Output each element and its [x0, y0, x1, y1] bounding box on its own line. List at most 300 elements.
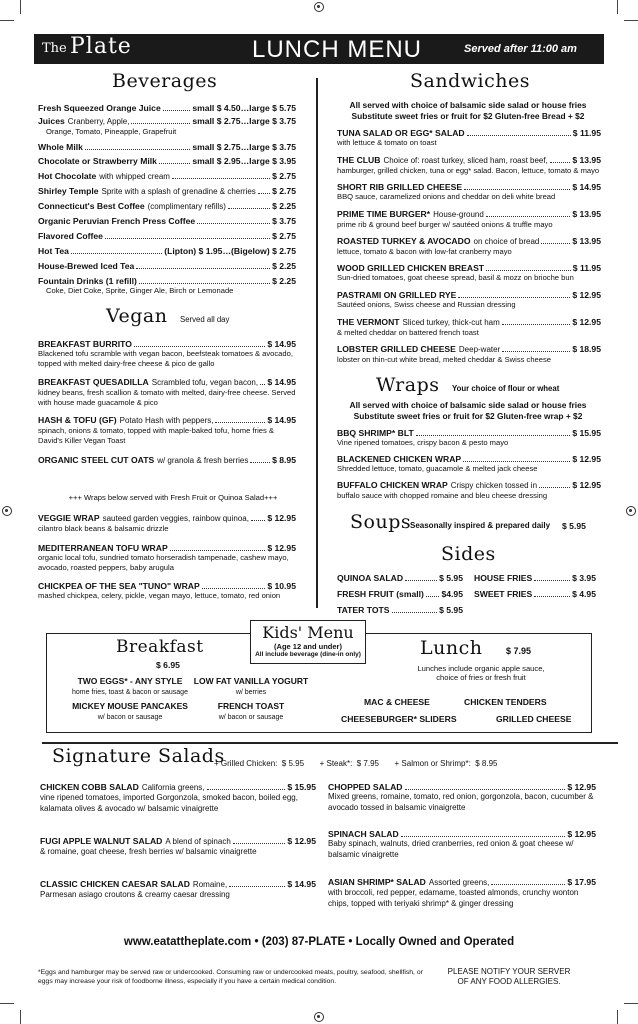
menu-item-desc: Coke, Diet Coke, Sprite, Ginger Ale, Birch or Lemonade — [46, 286, 234, 295]
sides-title: Sides — [441, 543, 496, 565]
leader-dots — [207, 784, 286, 790]
menu-item-price: small $ 2.75…large $ 3.75 — [192, 116, 296, 126]
menu-item-line — [337, 128, 601, 138]
beverages-title: Beverages — [112, 70, 218, 92]
menu-item-name: Fountain Drinks (1 refill) — [38, 276, 137, 286]
registration-mark-icon — [626, 506, 636, 516]
menu-item-name: TATER TOTS — [337, 605, 390, 615]
menu-item-line — [38, 261, 296, 271]
leader-dots — [159, 158, 190, 164]
menu-item-price: $ 13.95 — [572, 209, 601, 219]
leader-dots — [486, 211, 571, 217]
menu-item-name: HOUSE FRIES — [474, 573, 533, 583]
menu-item-detail: California greens, — [141, 783, 205, 792]
menu-item-name: CHICKEN COBB SALAD — [40, 782, 139, 792]
kids-lunch-note-2: choice of fries or fresh fruit — [436, 673, 526, 682]
kids-include: All include beverage (dine-in only) — [255, 651, 361, 658]
crop-mark — [0, 20, 14, 21]
leader-dots — [258, 188, 270, 194]
side-item — [337, 589, 463, 599]
menu-item-desc: kidney beans, fresh scallion & tomato with melted, dairy-free cheese. Served with house made guacamole & pico — [38, 388, 296, 407]
menu-item-line — [337, 317, 601, 328]
menu-item-line — [38, 201, 296, 212]
menu-item-name: THE CLUB — [337, 155, 381, 165]
menu-item-name: Whole Milk — [38, 142, 83, 152]
menu-item-desc: spinach, onions & tomato, topped with maple-baked tofu, home fries & David's Killer Vegan Toast — [38, 426, 274, 445]
leader-dots — [486, 265, 571, 271]
beverage-item — [38, 231, 296, 241]
leader-dots — [502, 346, 570, 352]
menu-item-price: small $ 4.50…large $ 5.75 — [192, 103, 296, 113]
column-divider — [316, 78, 318, 608]
sandwich-item — [337, 182, 601, 202]
sandwich-item — [337, 317, 601, 338]
menu-item-desc: Orange, Tomato, Pineapple, Grapefruit — [46, 127, 177, 136]
menu-item-name: FUGI APPLE WALNUT SALAD — [40, 836, 163, 846]
sandwich-item — [337, 290, 601, 310]
wraps-note-1: All served with choice of balsamic side salad or house fries — [349, 400, 587, 410]
leader-dots — [228, 203, 270, 209]
menu-item-detail: Crispy chicken tossed in — [450, 481, 538, 490]
leader-dots — [467, 130, 571, 136]
menu-item-price: $ 5.95 — [439, 605, 463, 615]
section-divider — [42, 742, 618, 744]
menu-item-desc: cilantro black beans & balsamic drizzle — [38, 524, 169, 533]
leader-dots — [163, 105, 191, 111]
kids-lunch-price: $ 7.95 — [506, 646, 532, 656]
vegan-item — [38, 415, 296, 445]
menu-item-desc: with lettuce & tomato on toast — [337, 138, 437, 147]
menu-item-price: $ 12.95 — [267, 543, 296, 553]
vegan-wrap-item — [38, 581, 296, 601]
leader-dots — [463, 456, 570, 462]
menu-item-line — [38, 231, 296, 241]
menu-item-desc: & romaine, goat cheese, fresh berries w/ balsamic vinaigrette — [40, 847, 257, 856]
crop-mark — [20, 0, 21, 14]
menu-item-line — [337, 573, 463, 583]
menu-item-desc: Parmesan asiago croutons & creamy caesar dressing — [40, 890, 230, 899]
wraps-subtitle: Your choice of flour or wheat — [452, 384, 560, 393]
menu-item-price: $ 14.95 — [287, 879, 316, 889]
brand-the: The — [42, 41, 67, 56]
menu-item-line — [474, 573, 596, 583]
menu-item-price: $ 13.95 — [572, 155, 601, 165]
vegan-wrap-item — [38, 543, 296, 572]
menu-item-price: $ 8.95 — [272, 455, 296, 465]
beverage-item — [38, 246, 296, 256]
menu-item-line — [38, 581, 296, 591]
soups-title: Soups — [350, 511, 412, 533]
leader-dots — [260, 379, 265, 385]
vegan-title: Vegan — [106, 305, 168, 327]
menu-item-desc: Sun-dried tomatoes, goat cheese spread, basil & mozz on brioche bun — [337, 273, 574, 282]
menu-item-name: MEDITERRANEAN TOFU WRAP — [38, 543, 168, 553]
menu-item-line — [40, 879, 316, 890]
menu-item-name: THE VERMONT — [337, 317, 400, 327]
kids-lunch-item: GRILLED CHEESE — [496, 714, 572, 724]
leader-dots — [134, 341, 265, 347]
kids-item-desc: w/ berries — [235, 688, 267, 696]
menu-item-line — [38, 103, 296, 113]
menu-item-detail: w/ granola & fresh berries — [157, 456, 249, 465]
leader-dots — [136, 263, 270, 269]
sandwich-item — [337, 209, 601, 230]
menu-item-line — [38, 142, 296, 152]
menu-item-price: $ 11.95 — [572, 263, 601, 273]
menu-item-line — [40, 836, 316, 847]
leader-dots — [392, 607, 438, 613]
leader-dots — [491, 879, 565, 885]
leader-dots — [172, 173, 270, 179]
salad-item — [328, 782, 596, 813]
kids-menu-title: Kids' Menu — [262, 623, 354, 642]
menu-item-desc: mashed chickpea, celery, pickle, vegan mayo, lettuce, tomato, red onion — [38, 591, 281, 600]
crop-mark — [20, 1010, 21, 1024]
wrap-item — [337, 428, 601, 448]
menu-item-name: BLACKENED CHICKEN WRAP — [337, 454, 462, 464]
leader-dots — [541, 238, 570, 244]
menu-item-desc: lettuce, tomato & bacon with low-fat cranberry mayo — [337, 247, 512, 256]
menu-item-name: Hot Chocolate — [38, 171, 97, 181]
soups-price: $ 5.95 — [562, 521, 586, 531]
menu-item-line — [38, 339, 296, 349]
leader-dots — [170, 545, 266, 551]
menu-item-desc: with broccoli, red pepper, edamame, toasted almonds, crunchy wonton chips, topped with teriyaki shrimp* & ginger dressing — [328, 888, 579, 908]
leader-dots — [534, 575, 570, 581]
menu-item-line — [38, 216, 296, 226]
sandwiches-title: Sandwiches — [410, 70, 530, 92]
menu-item-line — [337, 605, 463, 615]
menu-item-detail: sauteed garden veggies, rainbow quinoa, — [102, 514, 249, 523]
leader-dots — [85, 144, 190, 150]
menu-item-line — [38, 116, 296, 127]
sandwich-item — [337, 263, 601, 283]
menu-item-name: WOOD GRILLED CHICKEN BREAST — [337, 263, 485, 273]
kids-menu-tab — [250, 620, 366, 664]
menu-item-line — [337, 589, 463, 599]
crop-mark — [617, 0, 618, 14]
menu-item-price: $ 12.95 — [572, 454, 601, 464]
leader-dots — [251, 515, 265, 521]
menu-item-price: $ 2.25 — [272, 261, 296, 271]
sandwiches-note-2: Substitute sweet fries or fruit for $2 Gluten-free Bread + $2 — [351, 111, 585, 121]
menu-item-line — [337, 236, 601, 247]
menu-item-line — [38, 455, 296, 466]
menu-item-price: $ 12.95 — [567, 829, 596, 839]
menu-item-name: Shirley Temple — [38, 186, 99, 196]
menu-item-name: CLASSIC CHICKEN CAESAR SALAD — [40, 879, 190, 889]
beverage-item — [38, 216, 296, 226]
vegan-item — [38, 455, 296, 466]
salad-item — [40, 782, 316, 814]
menu-item-line — [38, 156, 296, 166]
menu-item-desc: Sautéed onions, Swiss cheese and Russian dressing — [337, 300, 516, 309]
menu-item-line — [337, 480, 601, 491]
menu-item-name: Fresh Squeezed Orange Juice — [38, 103, 161, 113]
beverage-item — [38, 201, 296, 212]
menu-item-name: Organic Peruvian French Press Coffee — [38, 216, 196, 226]
brand-plate: Plate — [70, 34, 132, 59]
menu-item-price: $ 13.95 — [572, 236, 601, 246]
leader-dots — [250, 457, 270, 463]
menu-item-price: $ 4.95 — [572, 589, 596, 599]
leader-dots — [71, 248, 162, 254]
menu-item-desc: & melted cheddar on battered french toast — [337, 328, 479, 337]
menu-item-price: $ 14.95 — [267, 377, 296, 387]
menu-item-detail: with whipped cream — [99, 172, 170, 181]
leader-dots — [534, 591, 570, 597]
registration-mark-icon — [2, 506, 12, 516]
beverage-item — [38, 171, 296, 182]
kids-breakfast-item — [186, 677, 316, 697]
soups-desc: Seasonally inspired & prepared daily — [410, 521, 551, 530]
kids-lunch-item: MAC & CHEESE — [364, 697, 430, 707]
sandwich-item — [337, 155, 601, 176]
crop-mark — [617, 1010, 618, 1024]
sandwich-item — [337, 128, 601, 148]
menu-item-name: BREAKFAST BURRITO — [38, 339, 132, 349]
leader-dots — [131, 118, 190, 124]
menu-item-name: House-Brewed Iced Tea — [38, 261, 135, 271]
menu-item-desc: vine ripened tomatoes, imported Gorgonzola, smoked bacon, boiled egg, kalamata olives & avocado w/ balsamic vinaigrette — [40, 793, 298, 813]
leader-dots — [139, 278, 270, 284]
leader-dots — [539, 482, 570, 488]
menu-item-detail: Cranberry, Apple, — [67, 117, 130, 126]
menu-item-name: SWEET FRIES — [474, 589, 533, 599]
menu-item-detail: Deep-water — [458, 345, 501, 354]
menu-item-price: $ 12.95 — [572, 290, 601, 300]
wrap-item — [337, 454, 601, 474]
menu-item-desc: Vine ripened tomatoes, crispy bacon & pesto mayo — [337, 438, 509, 447]
menu-item-price: $ 15.95 — [287, 782, 316, 792]
menu-item-line — [38, 276, 296, 286]
menu-item-line — [38, 377, 296, 388]
menu-item-price: $ 11.95 — [572, 128, 601, 138]
crop-mark — [624, 20, 638, 21]
menu-item-name: Juices — [38, 116, 65, 126]
menu-item-name: BUFFALO CHICKEN WRAP — [337, 480, 448, 490]
side-item — [474, 573, 596, 583]
menu-item-name: FRESH FRUIT (small) — [337, 589, 424, 599]
menu-item-price: $ 2.75 — [272, 231, 296, 241]
leader-dots — [458, 292, 570, 298]
menu-item-desc: buffalo sauce with chopped romaine and bleu cheese dressing — [337, 491, 548, 500]
menu-item-name: Flavored Coffee — [38, 231, 103, 241]
leader-dots — [233, 838, 286, 844]
menu-item-price: $ 12.95 — [572, 317, 601, 327]
menu-item-line — [328, 782, 596, 792]
kids-item-name: MICKEY MOUSE PANCAKES — [72, 701, 188, 711]
menu-item-price: $ 14.95 — [572, 182, 601, 192]
crop-mark — [0, 1003, 14, 1004]
menu-item-name: ORGANIC STEEL CUT OATS — [38, 455, 155, 465]
vegan-subtitle: Served all day — [180, 315, 230, 324]
menu-item-line — [38, 171, 296, 182]
crop-mark — [624, 1003, 638, 1004]
menu-item-name: HASH & TOFU (GF) — [38, 415, 117, 425]
vegan-item — [38, 377, 296, 407]
registration-mark-icon — [314, 2, 324, 12]
page-title: LUNCH MENU — [252, 36, 423, 63]
menu-item-line — [328, 829, 596, 839]
menu-item-line — [474, 589, 596, 599]
header-bar — [34, 34, 604, 64]
menu-item-line — [40, 782, 316, 793]
salad-item — [328, 829, 596, 860]
menu-item-desc: organic local tofu, sundried tomato horseradish tampenade, cashew mayo, avocado, roasted peppers, baby arugula — [38, 553, 289, 572]
menu-item-name: PRIME TIME BURGER* — [337, 209, 431, 219]
menu-item-line — [38, 543, 296, 553]
menu-item-detail: on choice of bread — [473, 237, 540, 246]
beverage-item — [38, 156, 296, 166]
beverage-item — [38, 276, 296, 296]
menu-item-price: small $ 2.75…large $ 3.75 — [192, 142, 296, 152]
vegan-item — [38, 339, 296, 368]
footer-contact: www.eatattheplate.com • (203) 87-PLATE • Locally Owned and Operated — [123, 936, 515, 948]
menu-item-line — [337, 344, 601, 355]
menu-item-desc: Mixed greens, romaine, tomato, red onion, gorgonzola, bacon, cucumber & avocado tossed in balsamic vinaigrette — [328, 792, 594, 812]
menu-item-name: BREAKFAST QUESADILLA — [38, 377, 149, 387]
kids-breakfast-price: $ 6.95 — [156, 660, 180, 670]
wraps-note-2: Substitute sweet fries or fruit for $2 Gluten-free wrap + $2 — [353, 411, 583, 421]
menu-item-price: $ 12.95 — [572, 480, 601, 490]
menu-item-detail: House-ground — [433, 210, 484, 219]
served-time: Served after 11:00 am — [464, 43, 577, 55]
menu-item-name: ROASTED TURKEY & AVOCADO — [337, 236, 471, 246]
menu-item-desc: Shredded lettuce, tomato, guacamole & melted jack cheese — [337, 464, 538, 473]
kids-item-desc: w/ bacon or sausage — [218, 713, 284, 721]
salads-title: Signature Salads — [52, 745, 225, 767]
leader-dots — [405, 575, 437, 581]
menu-item-line — [337, 454, 601, 464]
leader-dots — [416, 430, 571, 436]
kids-breakfast-title: Breakfast — [116, 637, 204, 657]
menu-item-detail: Assorted greens, — [428, 878, 490, 887]
kids-breakfast-item — [186, 702, 316, 722]
menu-item-price: $ 3.95 — [572, 573, 596, 583]
menu-item-name: Connecticut's Best Coffee — [38, 201, 145, 211]
menu-item-name: BBQ SHRIMP* BLT — [337, 428, 414, 438]
menu-item-desc: hamburger, grilled chicken, tuna or egg* salad. Bacon, lettuce, tomato & mayo — [337, 166, 600, 175]
menu-item-detail: Sprite with a splash of grenadine & cherries — [101, 187, 256, 196]
side-item — [337, 573, 463, 583]
kids-item-desc: w/ bacon or sausage — [97, 713, 163, 721]
kids-item-name: LOW FAT VANILLA YOGURT — [193, 676, 309, 686]
kids-lunch-item: CHICKEN TENDERS — [464, 697, 547, 707]
menu-item-price: $ 17.95 — [567, 877, 596, 887]
menu-item-name: QUINOA SALAD — [337, 573, 404, 583]
leader-dots — [215, 417, 265, 423]
menu-item-price: $ 12.95 — [267, 513, 296, 523]
menu-item-name: LOBSTER GRILLED CHEESE — [337, 344, 456, 354]
menu-item-detail: Sliced turkey, thick-cut ham — [402, 318, 500, 327]
menu-item-name: CHOPPED SALAD — [328, 782, 403, 792]
menu-item-line — [38, 186, 296, 197]
menu-item-name: Hot Tea — [38, 246, 69, 256]
menu-item-name: SHORT RIB GRILLED CHEESE — [337, 182, 463, 192]
menu-item-name: PASTRAMI ON GRILLED RYE — [337, 290, 457, 300]
menu-item-desc: Baby spinach, walnuts, dried cranberries, red onion & goat cheese w/ balsamic vinaigrette — [328, 839, 574, 859]
leader-dots — [550, 157, 570, 163]
menu-item-price: $ 12.95 — [287, 836, 316, 846]
kids-item-name: TWO EGGS* - ANY STYLE — [77, 676, 183, 686]
menu-item-line — [38, 513, 296, 524]
menu-item-line — [337, 182, 601, 192]
leader-dots — [197, 218, 270, 224]
sandwich-item — [337, 236, 601, 257]
sandwich-item — [337, 344, 601, 365]
menu-item-detail: A blend of spinach — [165, 837, 231, 846]
kids-lunch-title: Lunch — [420, 637, 483, 659]
leader-dots — [464, 184, 570, 190]
menu-item-line — [337, 263, 601, 273]
menu-item-desc: Blackened tofu scramble with vegan bacon, beefsteak tomatoes & avocado, topped with melted dairy-free cheese & pico de gallo — [38, 349, 293, 368]
menu-item-price: $ 12.95 — [567, 782, 596, 792]
menu-item-name: SPINACH SALAD — [328, 829, 399, 839]
menu-item-detail: (complimentary refills) — [147, 202, 226, 211]
salad-item — [40, 836, 316, 858]
allergy-notice: PLEASE NOTIFY YOUR SERVER OF ANY FOOD ALLERGIES. — [447, 967, 571, 986]
kids-lunch-item: CHEESEBURGER* SLIDERS — [341, 714, 457, 724]
menu-item-price: $ 3.75 — [272, 216, 296, 226]
menu-item-price: $ 5.95 — [439, 573, 463, 583]
menu-item-detail: Scrambled tofu, vegan bacon, — [151, 378, 259, 387]
menu-item-name: Chocolate or Strawberry Milk — [38, 156, 157, 166]
menu-item-name: VEGGIE WRAP — [38, 513, 100, 523]
beverage-item — [38, 103, 296, 113]
kids-lunch-note-1: Lunches include organic apple sauce, — [417, 664, 545, 673]
menu-item-price: $ 14.95 — [267, 415, 296, 425]
side-item — [337, 605, 463, 615]
menu-item-price: small $ 2.95…large $ 3.95 — [192, 156, 296, 166]
menu-item-price: $ 2.75 — [272, 186, 296, 196]
menu-item-detail: Choice of: roast turkey, sliced ham, roast beef, — [383, 156, 548, 165]
menu-item-price: $ 2.75 — [272, 171, 296, 181]
menu-item-price: $ 14.95 — [267, 339, 296, 349]
leader-dots — [426, 591, 440, 597]
wraps-title: Wraps — [376, 374, 440, 396]
salads-addons: + Grilled Chicken: $ 5.95 + Steak*: $ 7.95 + Salmon or Shrimp*: $ 8.95 — [214, 759, 498, 768]
leader-dots — [405, 784, 566, 790]
menu-item-desc: prime rib & ground beef burger w/ sautéed onions & truffle mayo — [337, 220, 553, 229]
menu-item-name: CHICKPEA OF THE SEA "TUNO" WRAP — [38, 581, 200, 591]
menu-item-name: TUNA SALAD OR EGG* SALAD — [337, 128, 465, 138]
menu-item-price: $ 18.95 — [572, 344, 601, 354]
leader-dots — [401, 831, 566, 837]
kids-item-name: FRENCH TOAST — [217, 701, 285, 711]
menu-item-price: $ 2.25 — [272, 201, 296, 211]
salad-item — [328, 877, 596, 909]
menu-item-line — [328, 877, 596, 888]
beverage-item — [38, 142, 296, 152]
menu-item-line — [38, 415, 296, 426]
kids-age: (Age 12 and under) — [274, 642, 342, 651]
leader-dots — [202, 583, 266, 589]
menu-item-detail: Romaine, — [192, 880, 228, 889]
beverage-item — [38, 186, 296, 197]
vegan-wrap-item — [38, 513, 296, 534]
food-disclaimer: *Eggs and hamburger may be served raw or undercooked. Consuming raw or undercooked meats, poultry, seafood, shellfish, or eggs may increase your risk of foodborne illness, especially if you have a certain medical condition. — [38, 969, 423, 985]
menu-item-line — [38, 246, 296, 256]
leader-dots — [229, 881, 285, 887]
menu-item-name: ASIAN SHRIMP* SALAD — [328, 877, 426, 887]
menu-item-price: $ 2.25 — [272, 276, 296, 286]
menu-item-line — [337, 290, 601, 300]
registration-mark-icon — [314, 1012, 324, 1022]
beverage-item — [38, 116, 296, 137]
side-item — [474, 589, 596, 599]
menu-item-price: (Lipton) $ 1.95…(Bigelow) $ 2.75 — [164, 246, 296, 256]
